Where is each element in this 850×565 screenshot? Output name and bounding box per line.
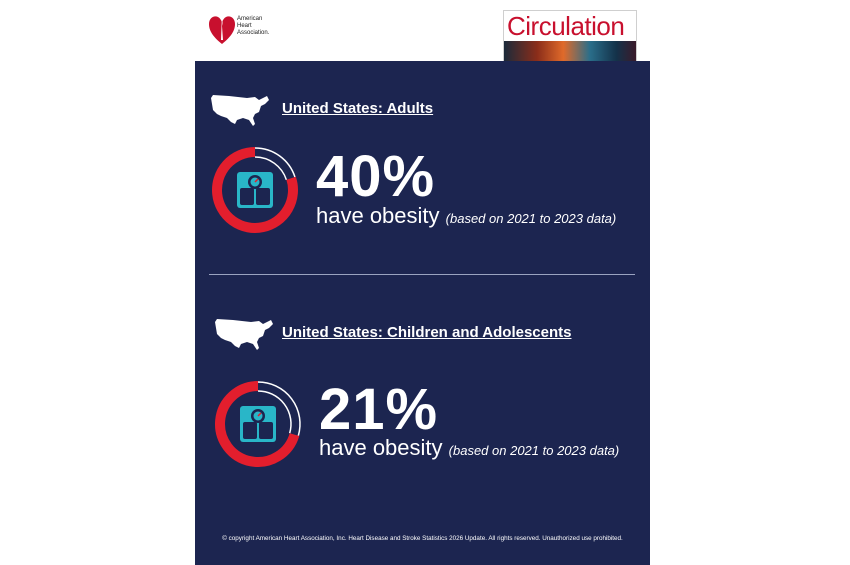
description-adults	[316, 203, 616, 229]
description-text: have obesity	[319, 435, 443, 460]
donut-chart-adults	[210, 145, 300, 235]
journal-cover-image	[504, 41, 636, 63]
description-note: (based on 2021 to 2023 data)	[445, 211, 617, 226]
us-map-icon	[209, 92, 271, 128]
section-heading-children: United States: Children and Adolescents	[282, 324, 572, 341]
scale-icon	[240, 406, 276, 442]
journal-title: Circulation	[507, 11, 625, 41]
percent-value-adults: 40%	[316, 144, 436, 209]
copyright-notice: © copyright American Heart Association, Inc. Heart Disease and Stroke Statistics 2026 Update. All rights reserved. Unauthorized use prohibited.	[222, 535, 623, 542]
us-map-icon	[213, 316, 275, 352]
scale-icon	[237, 172, 273, 208]
section-heading-adults: United States: Adults	[282, 100, 434, 117]
section-divider	[209, 274, 635, 275]
percent-value-children: 21%	[319, 377, 439, 442]
circulation-journal-cover	[503, 10, 637, 64]
description-text: have obesity	[316, 203, 440, 228]
description-children	[319, 435, 619, 461]
heart-torch-icon	[208, 12, 238, 46]
infographic-panel	[195, 61, 650, 565]
description-note: (based on 2021 to 2023 data)	[448, 443, 620, 458]
aha-logo-text: American Heart Association.	[237, 16, 270, 36]
donut-chart-children	[213, 379, 303, 469]
